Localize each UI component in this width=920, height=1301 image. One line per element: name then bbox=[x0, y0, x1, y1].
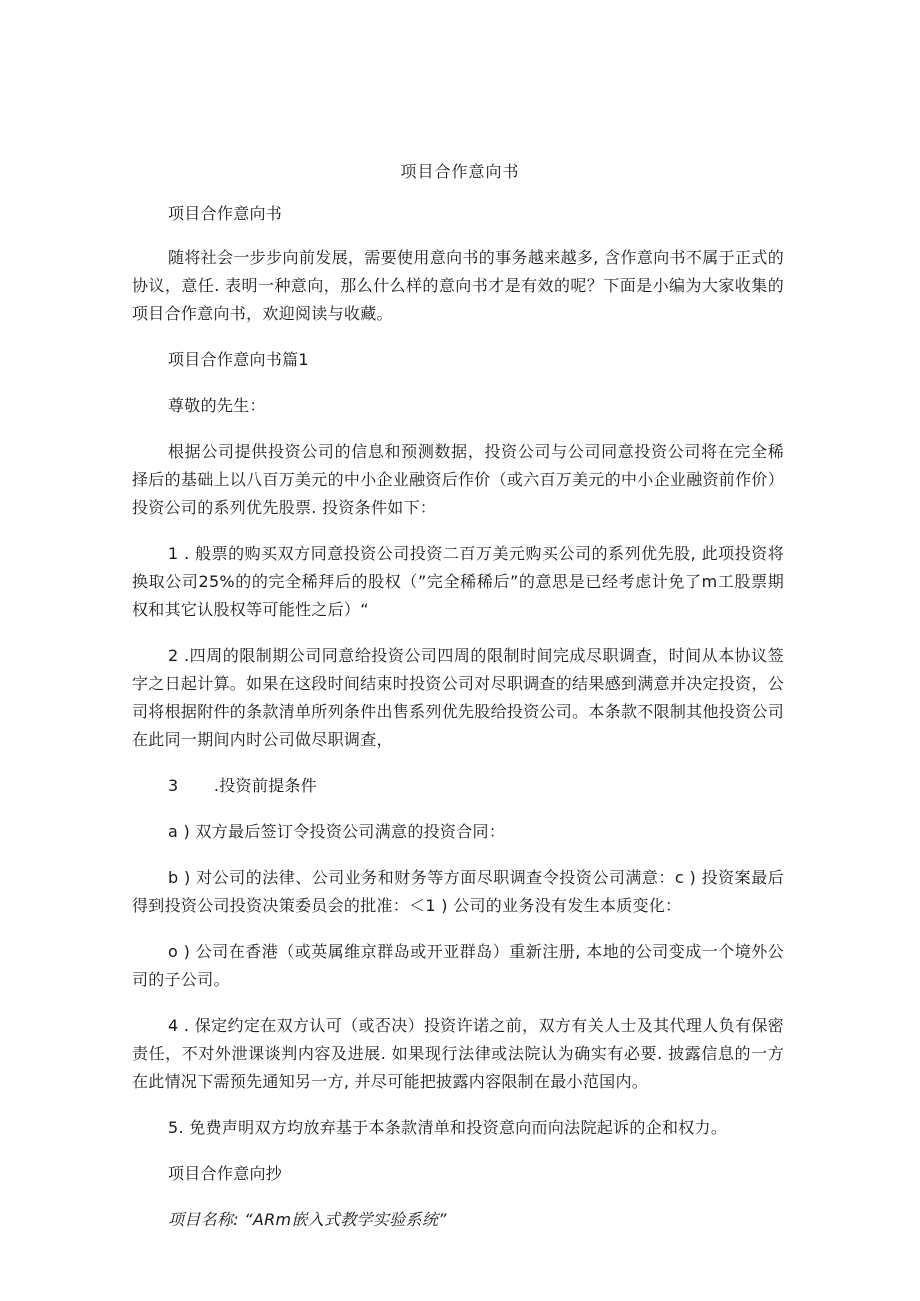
salutation: 尊敬的先生： bbox=[168, 396, 266, 415]
item-2: 2 .四周的限制期公司同意给投资公司四周的限制时间完成尽职调查，时间从本协议签字之日起计算。如果在这段时间结束时投资公司对尽职调查的结果感到满意并决定投资，公司将根据附件的条款清单所列条件出售系列优先股给投资公司。本条款不限制其他投资公司在此同一期间内时公司做尽职调查， bbox=[132, 646, 785, 749]
intro-paragraph: 随将社会一步步向前发展，需要使用意向书的事务越来越多, 含作意向书不属于正式的协议，意任. 表明一种意向，那么什么样的意向书才是有效的呢？下面是小编为大家收集的项目合作意向书，欢迎阅读与收藏。 bbox=[132, 248, 784, 323]
section2-title: 项目合作意向抄 bbox=[168, 1164, 283, 1183]
project-name: 项目名称: “ARm嵌入式教学实验系统” bbox=[168, 1210, 447, 1229]
item-3b: b ) 对公司的法律、公司业务和财务等方面尽职调查令投资公司满意：c ) 投资案最后得到投资公司投资决策委员会的批准：＜1 ) 公司的业务没有发生本质变化： bbox=[132, 868, 784, 915]
main-paragraph: 根据公司提供投资公司的信息和预测数据，投资公司与公司同意投资公司将在完全稀择后的基础上以八百万美元的中小企业融资后作价（或六百万美元的中小企业融资前作价）投资公司的系列优先股票. 投资条件如下： bbox=[132, 442, 785, 517]
document-heading: 项目合作意向书 bbox=[168, 204, 283, 223]
item-1: 1 . 般票的购买双方同意投资公司投资二百万美元购买公司的系列优先股, 此项投资将换取公司25%的的完全稀拜后的股权（”完全稀稀后”的意思是已经考虑计免了m工股票期权和其它认股权等可能性之后）“ bbox=[132, 544, 784, 619]
item-5: 5. 免费声明双方均放弃基于本条款清单和投资意向而向法院起诉的企和权力。 bbox=[168, 1118, 728, 1137]
section1-title: 项目合作意向书篇1 bbox=[168, 350, 309, 369]
document-body bbox=[132, 200, 784, 1234]
item-4: 4 . 保定约定在双方认可（或否决）投资许诺之前，双方有关人士及其代理人负有保密责任，不对外泄课谈判内容及进展. 如果现行法律或法院认为确实有必要. 披露信息的一方在此情况下需预先通知另一方, 并尽可能把披露内容限制在最小范国内。 bbox=[132, 1016, 784, 1091]
item-3: 3 .投资前提条件 bbox=[168, 776, 318, 795]
item-3a: a ) 双方最后签订令投资公司满意的投资合同： bbox=[168, 822, 506, 841]
document-title: 项目合作意向书 bbox=[400, 162, 520, 181]
item-3o: o ) 公司在香港（或英属维京群岛或开亚群岛）重新注册, 本地的公司变成一个境外公司的子公司。 bbox=[132, 942, 784, 989]
